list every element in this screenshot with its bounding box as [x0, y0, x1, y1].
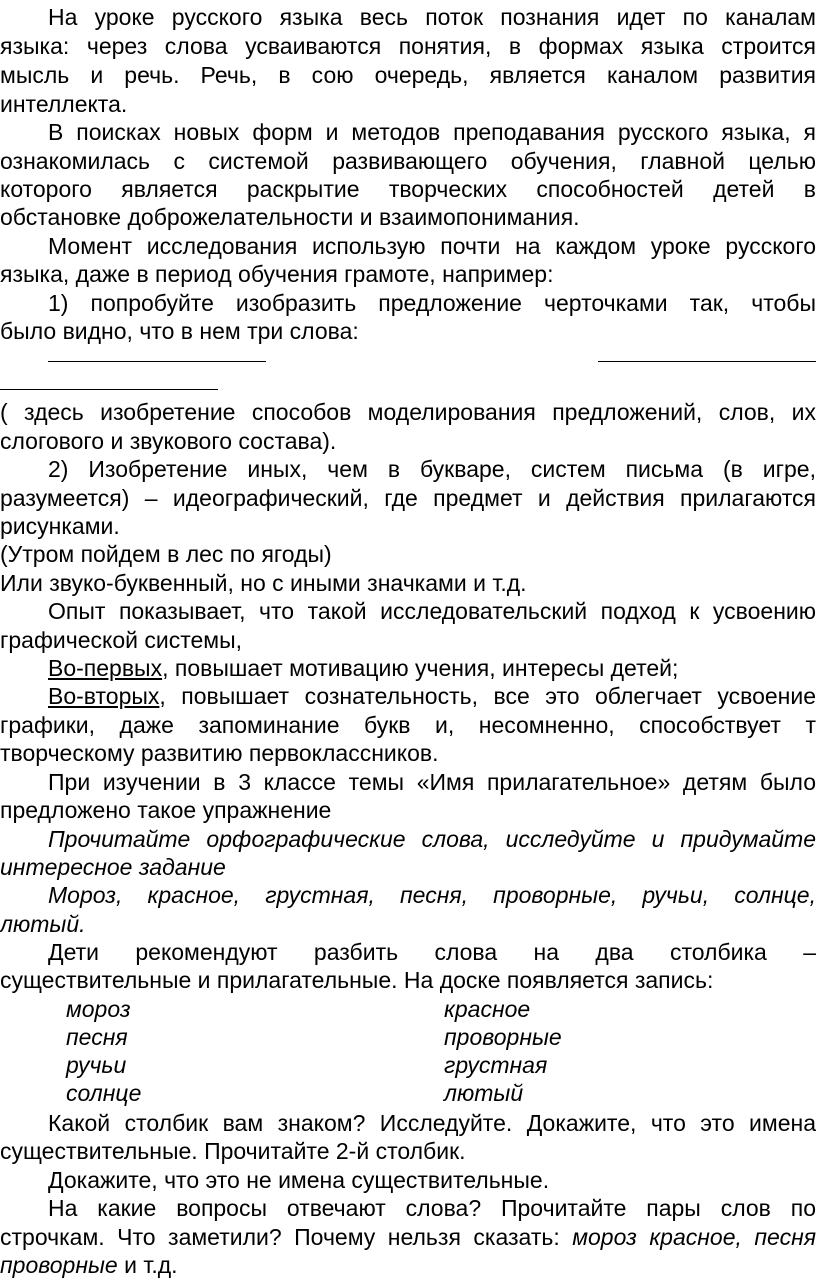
adjective-column-item: проворные — [444, 1024, 562, 1050]
task-line-1: Прочитайте орфографические слова, исследуйте и придумайте — [48, 826, 816, 852]
paragraph-9-line-1: Опыт показывает, что такой исследовательский подход к усвоению — [48, 598, 816, 624]
paragraph-18-line-2 — [0, 1223, 816, 1251]
example-phrase-1: мороз красное, песня — [572, 1224, 816, 1250]
paragraph-2-line-4: обстановке доброжелательности и взаимопонимания. — [0, 204, 580, 230]
adjective-column-item: грустная — [444, 1052, 548, 1078]
first-underline-word: Во-первых — [48, 655, 163, 681]
paragraph-11-line-1 — [0, 682, 816, 710]
paragraph-18-line-2-text: строчкам. Что заметили? Почему нельзя сказать: — [0, 1224, 560, 1250]
paragraph-18-line-3-text: и т.д. — [124, 1252, 178, 1278]
paragraph-12-line-2: предложено такое упражнение — [0, 797, 332, 823]
paragraph-10-rest: , повышает мотивацию учения, интересы детей; — [162, 655, 679, 681]
paragraph-10-line-1 — [0, 654, 816, 682]
paragraph-4-line-1: 1) попробуйте изобразить предложение черточками так, чтобы — [48, 290, 816, 316]
paragraph-9-line-2: графической системы, — [0, 627, 243, 653]
paragraph-6-line-3: рисунками. — [0, 513, 120, 539]
noun-column-item: ручьи — [66, 1052, 127, 1078]
noun-column-item: мороз — [66, 996, 131, 1022]
sentence-dash-2 — [598, 361, 816, 362]
paragraph-2-line-1: В поисках новых форм и методов преподавания русского языка, я — [48, 119, 816, 145]
noun-column-item: солнце — [66, 1080, 142, 1106]
paragraph-3-line-2: языка, даже в период обучения грамоте, например: — [0, 261, 554, 287]
paragraph-11-line-2: графики, даже запоминание букв и, несомненно, способствует т — [0, 712, 816, 738]
paragraph-12-line-1: При изучении в 3 классе темы «Имя прилагательное» детям было — [48, 769, 816, 795]
word-list-line-1: Мороз, красное, грустная, песня, проворные, ручьи, солнце, — [48, 882, 816, 908]
paragraph-3-line-1: Момент исследования использую почти на каждом уроке русского — [48, 233, 816, 259]
sentence-dash-1 — [48, 361, 266, 362]
paragraph-16-line-1: Какой столбик вам знаком? Исследуйте. Докажите, что это имена — [48, 1110, 816, 1136]
paragraph-15-line-2: существительные и прилагательные. На доске появляется запись: — [0, 967, 714, 993]
example-phrase-2: проворные — [0, 1252, 118, 1278]
paragraph-1-line-1: На уроке русского языка весь поток познания идет по каналам — [48, 4, 816, 30]
paragraph-18-line-1: На какие вопросы отвечают слова? Прочитайте пары слов по — [48, 1195, 816, 1221]
paragraph-1-line-4: интеллекта. — [0, 91, 128, 117]
adjective-column-item: красное — [444, 996, 531, 1022]
paragraph-2-line-3: которого является раскрытие творческих способностей детей в — [0, 176, 816, 202]
paragraph-2-line-2: ознакомилась с системой развивающего обучения, главной целью — [0, 148, 816, 174]
paragraph-1-line-3: мысль и речь. Речь, в сою очередь, является каналом развития — [0, 62, 816, 88]
paragraph-5-line-1: ( здесь изобретение способов моделирования предложений, слов, их — [0, 399, 816, 425]
paragraph-6-line-2: разумеется) – идеографический, где предмет и действия прилагаются — [0, 485, 816, 511]
paragraph-6-line-1: 2) Изобретение иных, чем в букваре, систем письма (в игре, — [48, 456, 816, 482]
paragraph-15-line-1: Дети рекомендуют разбить слова на два столбика – — [48, 939, 816, 965]
paragraph-11-rest: , повышает сознательность, все это облегчает усвоение — [159, 683, 816, 709]
paragraph-18-line-3 — [0, 1251, 816, 1279]
task-line-2: интересное задание — [0, 854, 226, 880]
paragraph-5-line-2: слогового и звукового состава). — [0, 428, 337, 454]
paragraph-16-line-2: существительные. Прочитайте 2-й столбик. — [0, 1138, 466, 1164]
word-list-line-2: лютый. — [0, 911, 86, 937]
paragraph-17-line-1: Докажите, что это не имена существительные. — [48, 1167, 550, 1193]
second-underline-word: Во-вторых — [48, 683, 160, 709]
paragraph-1-line-2: языка: через слова усваиваются понятия, в формах языка строится — [0, 33, 816, 59]
adjective-column-item: лютый — [444, 1080, 524, 1106]
paragraph-8-line-1: Или звуко-буквенный, но с иными значками и т.д. — [0, 570, 527, 596]
paragraph-4-line-2: было видно, что в нем три слова: — [0, 318, 359, 344]
paragraph-7-line-1: (Утром пойдем в лес по ягоды) — [0, 541, 332, 567]
sentence-dash-3 — [0, 389, 218, 390]
noun-column-item: песня — [66, 1024, 128, 1050]
paragraph-11-line-3: творческому развитию первоклассников. — [0, 740, 439, 766]
